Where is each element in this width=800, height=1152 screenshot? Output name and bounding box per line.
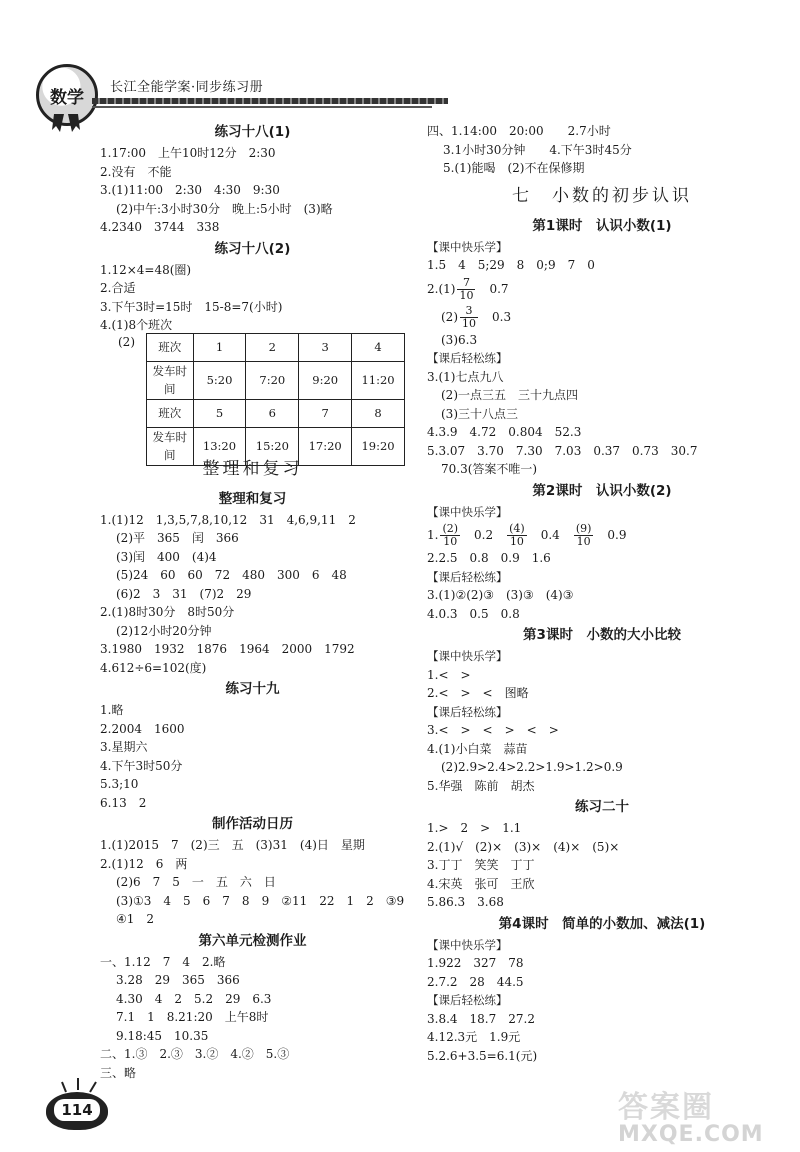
answer-line: 1.(1)2015 7 (2)三 五 (3)31 (4)日 星期 [100,838,365,852]
answer-line: ④1 2 [116,912,155,926]
fraction: $\frac{(9)}{10}$ [575,522,592,548]
answer-line: 4.3.9 4.72 0.804 52.3 [427,425,582,439]
answer-line: 4.0.3 0.5 0.8 [427,606,520,621]
answer-line: 一、1.12 7 4 2.略 [100,954,226,969]
table-cell: 13:20 [193,427,246,465]
answer-line: 1.< > [427,667,471,682]
section-title: 练习十九 [225,681,280,697]
section-tag: 【课中快乐学】 [427,937,508,952]
answer-line: 5.3.07 3.70 7.30 7.03 0.37 0.73 30.7 [427,443,698,458]
section-title: 练习二十 [575,799,629,815]
book-title: 长江全能学案·同步练习册 [110,80,264,95]
answer-line: 3.< > < > < > [427,723,559,737]
section-title: 制作活动日历 [212,816,293,832]
table-cell: 3 [299,333,352,361]
table-cell: 1 [193,333,246,361]
answer-line: (3)闰 400 (4)4 [116,549,217,564]
answer-line: 4.下午3时50分 [100,758,183,773]
table-cell: 4 [352,333,405,361]
answer-line: 70.3(答案不唯一) [441,462,538,476]
page-number-badge [30,1078,130,1138]
answer-line: 2.< > < 图略 [427,686,529,700]
header-divider [92,98,448,104]
table-cell: 9:20 [299,361,352,399]
section-title: 整理和复习 [218,490,287,507]
answer-label: (2) [118,334,135,349]
answer-line: 4.(1)8个班次 [100,318,173,332]
table-cell: 发车时间 [147,427,194,465]
answer-line: 2.没有 不能 [100,164,172,179]
answer-line: (2) $\frac{3}{10}$ 0.3 [441,303,512,330]
answer-line: (3)三十八点三 [441,406,518,421]
table-cell: 5 [193,399,246,427]
section-title: 练习十八(2) [214,240,291,257]
ribbon-icon [52,114,80,132]
answer-line: 5.(1)能喝 (2)不在保修期 [443,161,585,175]
subject-badge: 数学 [36,64,98,126]
watermark-url: MXQE.COM [618,1122,764,1147]
fraction: $\frac{(2)}{10}$ [442,522,459,548]
table-cell: 班次 [147,333,194,361]
answer-line: 2.7.2 28 44.5 [427,974,524,989]
bus-schedule [100,333,405,462]
answer-line: 1. $\frac{(2)}{10}$ 0.2 $\frac{(4)}{10}$ 0.4 $\frac{(9)}{10}$ 0.9 [427,522,627,548]
answer-line: 5.华强 陈前 胡杰 [427,778,535,793]
answer-line: 3.1980 1932 1876 1964 2000 1792 [100,642,355,656]
answer-line: 1.12×4=48(圈) [100,262,192,277]
watermark [618,1082,788,1148]
answer-line: 2.(1)12 6 两 [100,856,188,871]
answer-line: 4.(1)小白菜 蒜苗 [427,741,528,756]
answer-line: 1.17:00 上午10时12分 2:30 [100,146,276,160]
table-cell: 8 [352,399,405,427]
answer-line: 2.(1)8时30分 8时50分 [100,605,235,619]
table-row [147,427,405,465]
section-tag: 【课中快乐学】 [427,239,508,254]
answer-line: (3)6.3 [441,332,478,347]
lesson-title: 第2课时 认识小数(2) [532,482,672,499]
section-tag: 【课后轻松练】 [427,569,508,584]
answer-line: 4.30 4 2 5.2 29 6.3 [116,991,272,1006]
left-column [100,120,405,1082]
answer-line: 5.2.6+3.5=6.1(元) [427,1048,538,1063]
section-title: 练习十八(1) [214,124,291,140]
answer-line: 2.2004 1600 [100,721,185,736]
answer-line: (2)平 365 闰 366 [116,531,239,545]
table-row [147,333,405,361]
section-tag: 【课后轻松练】 [427,704,508,719]
answer-line: 2.(1) $\frac{7}{10}$ 0.7 [427,275,509,302]
answer-line: 2.合适 [100,281,136,295]
table-cell: 15:20 [246,427,299,465]
table-cell: 7 [299,399,352,427]
answer-line: 3.28 29 365 366 [116,973,240,987]
answer-line: (2)12小时20分钟 [116,623,212,638]
answer-line: 1.> 2 > 1.1 [427,821,522,835]
table-row [147,399,405,427]
answer-line: 3.(1)七点九八 [427,369,504,384]
table-cell: 发车时间 [147,361,194,399]
table-cell: 6 [246,399,299,427]
answer-line: 5.86.3 3.68 [427,895,504,909]
answer-line: 3.下午3时=15时 15-8=7(小时) [100,299,283,314]
answer-line: 2.2.5 0.8 0.9 1.6 [427,551,551,565]
answer-line: 三、略 [100,1065,137,1080]
page-number: 114 [54,1099,100,1121]
section-tag: 【课中快乐学】 [427,504,508,519]
answer-line: 3.1小时30分钟 4.下午3时45分 [443,142,632,157]
answer-line: 4.宋英 张可 王欣 [427,876,535,891]
answer-line: 4.612÷6=102(度) [100,660,207,675]
header-divider-thin [92,106,432,108]
answer-line: 1.略 [100,703,124,717]
answer-line: 4.12.3元 1.9元 [427,1030,521,1044]
answer-line: 3.(1)11:00 2:30 4:30 9:30 [100,183,280,197]
table-cell: 7:20 [246,361,299,399]
table-cell: 19:20 [352,427,405,465]
answer-line: 4.2340 3744 338 [100,220,220,234]
answer-line: (2)中午:3小时30分 晚上:5小时 (3)略 [116,201,333,216]
fraction: $\frac{(4)}{10}$ [509,522,525,548]
answer-line: (5)24 60 60 72 480 300 6 48 [116,568,347,582]
section-tag: 【课中快乐学】 [427,649,508,663]
answer-line: 9.18:45 10.35 [116,1028,209,1043]
answer-line: 5.3;10 [100,777,139,791]
table-cell: 11:20 [352,361,405,399]
answer-line: (2)2.9>2.4>2.2>1.9>1.2>0.9 [441,760,623,774]
answer-line: 7.1 1 8.21:20 上午8时 [116,1010,269,1024]
answer-line: (2)一点三五 三十九点四 [441,388,578,402]
section-title: 第六单元检测作业 [198,932,307,949]
fraction: $\frac{7}{10}$ [459,275,474,302]
answer-line: 3.(1)②(2)③ (3)③ (4)③ [427,588,574,602]
answer-line: (6)2 3 31 (7)2 29 [116,586,252,601]
chapter-title: 整理和复习 [202,458,303,479]
fraction: $\frac{3}{10}$ [462,303,476,330]
answer-line: 3.丁丁 笑笑 丁丁 [427,858,535,872]
bus-schedule-table [146,333,405,466]
answer-line: 二、1.③ 2.③ 3.② 4.② 5.③ [100,1047,290,1061]
table-cell: 5:20 [193,361,246,399]
table-cell: 17:20 [299,427,352,465]
answer-line: 2.(1)√ (2)× (3)× (4)× (5)× [427,839,620,854]
answer-line: 1.5 4 5;29 8 0;9 7 0 [427,258,595,272]
answer-line: 1.(1)12 1,3,5,7,8,10,12 31 4,6,9,11 2 [100,512,356,527]
table-cell: 班次 [147,399,194,427]
table-row [147,361,405,399]
lesson-title: 第4课时 简单的小数加、减法(1) [498,915,706,932]
answer-line: (2)6 7 5 一 五 六 日 [116,875,276,889]
answer-line: 6.13 2 [100,795,147,810]
section-tag: 【课后轻松练】 [427,993,508,1007]
answer-line: (3)①3 4 5 6 7 8 9 ②11 22 1 2 ③9 [116,893,405,908]
chapter-title: 七 小数的初步认识 [512,185,692,206]
answer-line: 3.星期六 [100,740,148,754]
table-cell: 2 [246,333,299,361]
answer-line: 3.8.4 18.7 27.2 [427,1011,535,1026]
answer-line: 四、1.14:00 20:00 2.7小时 [427,124,611,138]
right-column [427,122,777,1065]
watermark-text: 答案圈 [618,1090,714,1125]
lesson-title: 第1课时 认识小数(1) [532,217,672,234]
section-tag: 【课后轻松练】 [427,351,508,365]
lesson-title: 第3课时 小数的大小比较 [523,627,681,643]
answer-line: 1.922 327 78 [427,956,524,970]
